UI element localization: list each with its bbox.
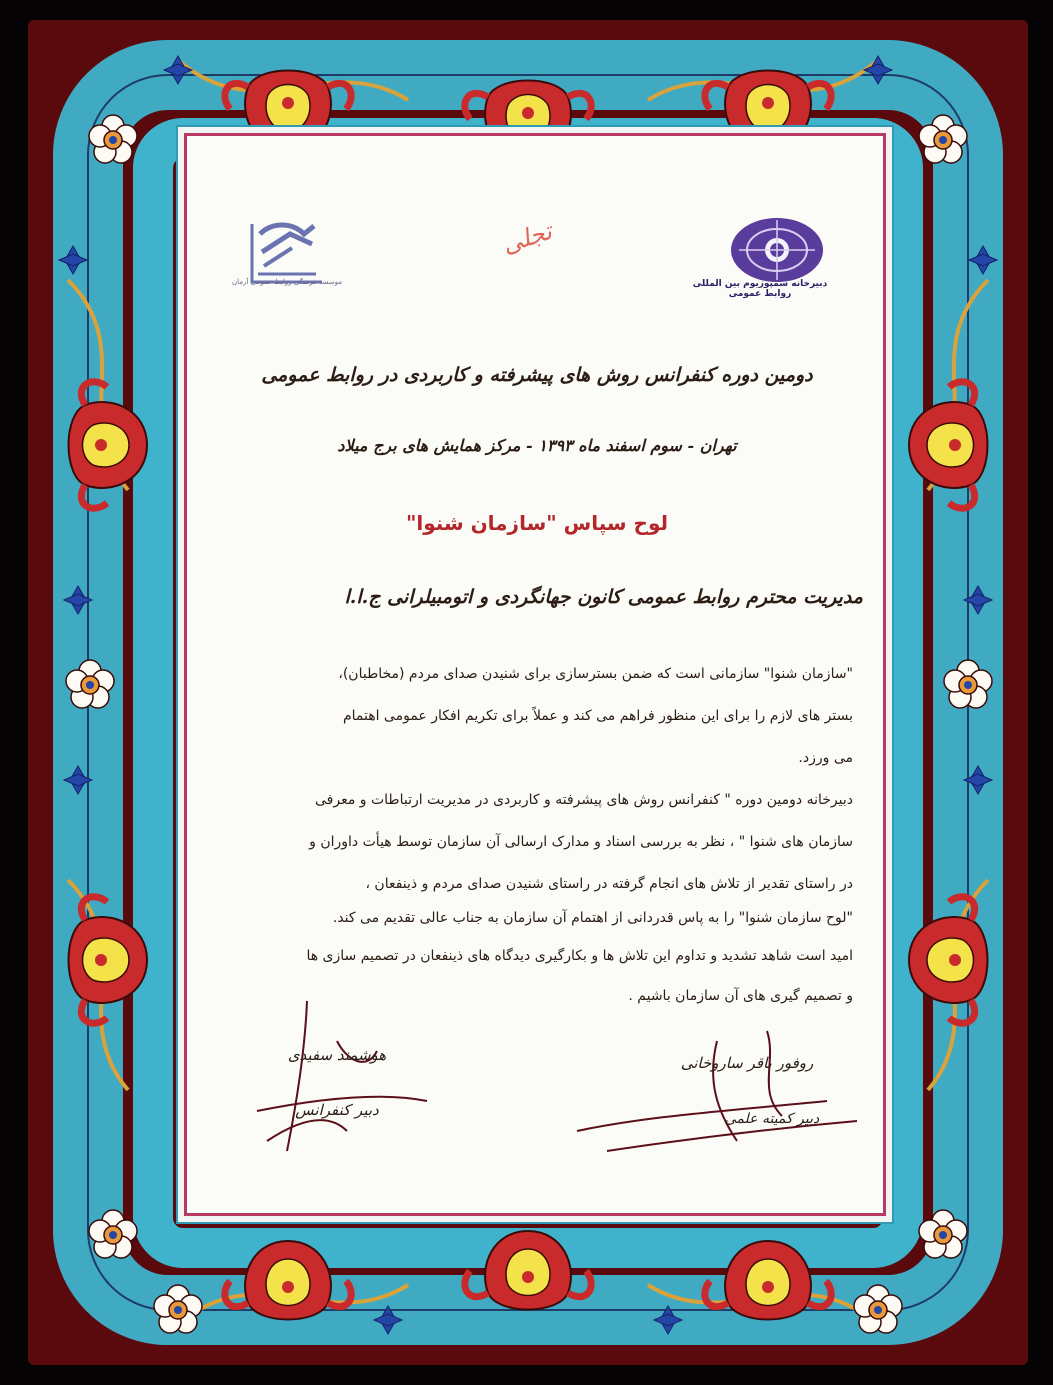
left-logo-caption: موسسه فرهنگی روابط عمومی آرمان bbox=[232, 278, 342, 286]
tajalli-logo: تجلی bbox=[498, 216, 556, 260]
conference-heading: دومین دوره کنفرانس روش های پیشرفته و کاربردی در روابط عمومی bbox=[261, 364, 813, 386]
body-line: "لوح سازمان شنوا" را به پاس قدردانی از اهتمام آن سازمان به جناب عالی تقدیم می کند. bbox=[332, 910, 853, 926]
symposium-globe-logo bbox=[727, 214, 827, 289]
conference-date-venue: تهران - سوم اسفند ماه ۱۳۹۳ - مرکز همایش های برج میلاد bbox=[337, 436, 737, 455]
left-signer-name: هوشمند سفیدی bbox=[287, 1046, 387, 1064]
body-line: دبیرخانه دومین دوره " کنفرانس روش های پیشرفته و کاربردی در مدیریت ارتباطات و معرفی bbox=[314, 792, 853, 808]
body-line: "سازمان شنوا" سازمانی است که ضمن بسترسازی برای شنیدن صدای مردم (مخاطبان)، bbox=[338, 666, 853, 682]
right-signer-name: روفور باقر ساروخانی bbox=[680, 1054, 814, 1072]
body-line: بستر های لازم را برای این منظور فراهم می کند و عملاً برای تکریم افکار عمومی اهتمام bbox=[342, 708, 853, 724]
certificate-paper bbox=[184, 133, 886, 1216]
right-signature-scribble bbox=[567, 1021, 867, 1171]
left-signer-title: دبیر کنفرانس bbox=[295, 1101, 379, 1119]
recipient-line: مدیریت محترم روابط عمومی کانون جهانگردی و اتومبیلرانی ج.ا.ا bbox=[344, 586, 863, 608]
body-line: و تصمیم گیری های آن سازمان باشیم . bbox=[628, 988, 853, 1004]
body-line: می ورزد. bbox=[798, 750, 853, 766]
right-logo-caption: دبیرخانه سمپوزیوم بین المللی روابط عمومی bbox=[692, 279, 828, 299]
plaque-title: لوح سپاس "سازمان شنوا" bbox=[405, 511, 668, 535]
body-line: امید است شاهد تشدید و تداوم این تلاش ها و بکارگیری دیدگاه های ذینفعان در تصمیم سازی ها bbox=[306, 948, 853, 964]
body-line: در راستای تقدیر از تلاش های انجام گرفته در راستای شنیدن صدای مردم و ذینفعان ، bbox=[365, 876, 853, 892]
left-signature-scribble bbox=[227, 991, 437, 1161]
right-signer-title: دبیر کمیته علمی bbox=[724, 1111, 820, 1127]
body-line: سازمان های شنوا " ، نظر به بررسی اسناد و مدارک ارسالی آن سازمان توسط هیأت داوران و bbox=[309, 834, 853, 850]
